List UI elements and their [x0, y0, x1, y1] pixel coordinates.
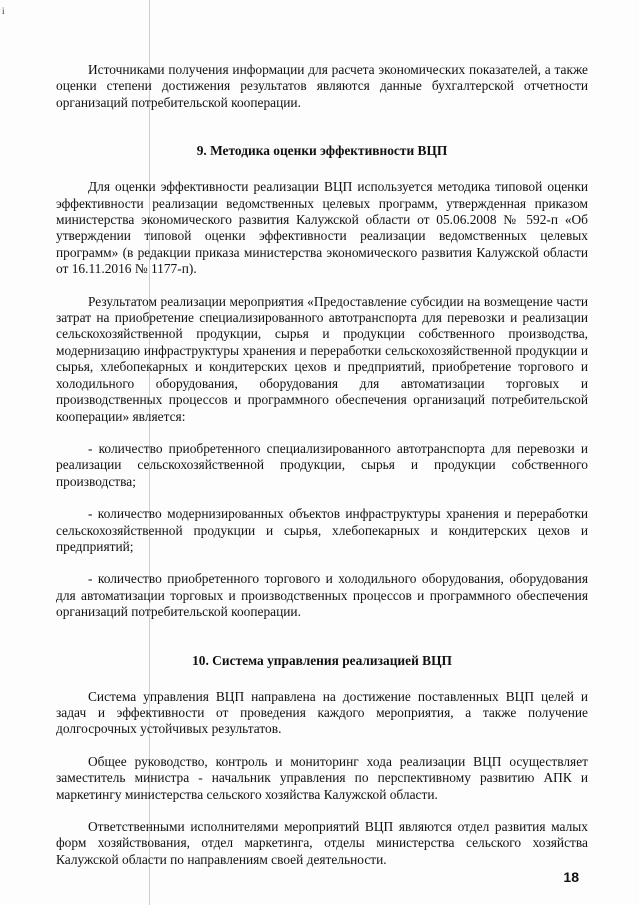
- page-content: [56, 62, 588, 868]
- section-9-paragraph-1: Для оценки эффективности реализации ВЦП используется методика типовой оценки эффективности реализации ведомственных целевых программ, утвержденная приказом министерства экономического развития Калужской области от 05.06.2008 № 592-п «Об утверждении типовой оценки эффективности реализации ведомственных целевых программ» (в редакции приказа министерства экономического развития Калужской области от 16.11.2016 № 1177-п).: [56, 179, 588, 277]
- section-9-title: 9. Методика оценки эффективности ВЦП: [196, 143, 448, 159]
- section-9-bullet-2: - количество модернизированных объектов инфраструктуры хранения и переработки сельскохозяйственной продукции и сырья, хлебопекарных и кондитерских цехов и предприятий;: [56, 506, 588, 554]
- section-10-title: 10. Система управления реализацией ВЦП: [192, 652, 452, 668]
- section-10-paragraph-1: Система управления ВЦП направлена на достижение поставленных ВЦП целей и задач и эффективности от проведения каждого мероприятия, а также получение долгосрочных устойчивых результатов.: [56, 688, 588, 737]
- section-9-paragraph-2: Результатом реализации мероприятия «Предоставление субсидии на возмещение части затрат на приобретение специализированного автотранспорта для перевозки и реализации сельскохозяйственной продукции, сырья и продукции собственного производства, модернизацию инфраструктуры хранения и переработки сельскохозяйственной продукции и сырья, хлебопекарных и кондитерских цехов и предприятий, приобретение торгового и холодильного оборудования, оборудования для автоматизации торговых и производственных процессов и программного обеспечения организаций потребительской кооперации» является:: [56, 293, 588, 424]
- page-number: 18: [563, 869, 579, 885]
- section-9-bullet-1: - количество приобретенного специализированного автотранспорта для перевозки и реализации сельскохозяйственной продукции, сырья и продукции собственного производства;: [56, 440, 588, 489]
- section-10-paragraph-3: Ответственными исполнителями мероприятий ВЦП являются отдел развития малых форм хозяйствования, отдел маркетинга, отделы министерства сельского хозяйства Калужской области по направлениям своей деятельности.: [56, 819, 588, 867]
- section-10-paragraph-2: Общее руководство, контроль и мониторинг хода реализации ВЦП осуществляет заместитель министра - начальник управления по перспективному развитию АПК и маркетингу министерства сельского хозяйства Калужской области.: [56, 753, 588, 802]
- section-9-bullet-3: - количество приобретенного торгового и холодильного оборудования, оборудования для автоматизации торговых и производственных процессов и программного обеспечения организаций потребительской кооперации.: [56, 571, 588, 620]
- intro-paragraph: Источниками получения информации для расчета экономических показателей, а также оценки степени достижения результатов являются данные бухгалтерской отчетности организаций потребительской кооперации.: [56, 62, 588, 110]
- corner-mark: i: [2, 6, 5, 16]
